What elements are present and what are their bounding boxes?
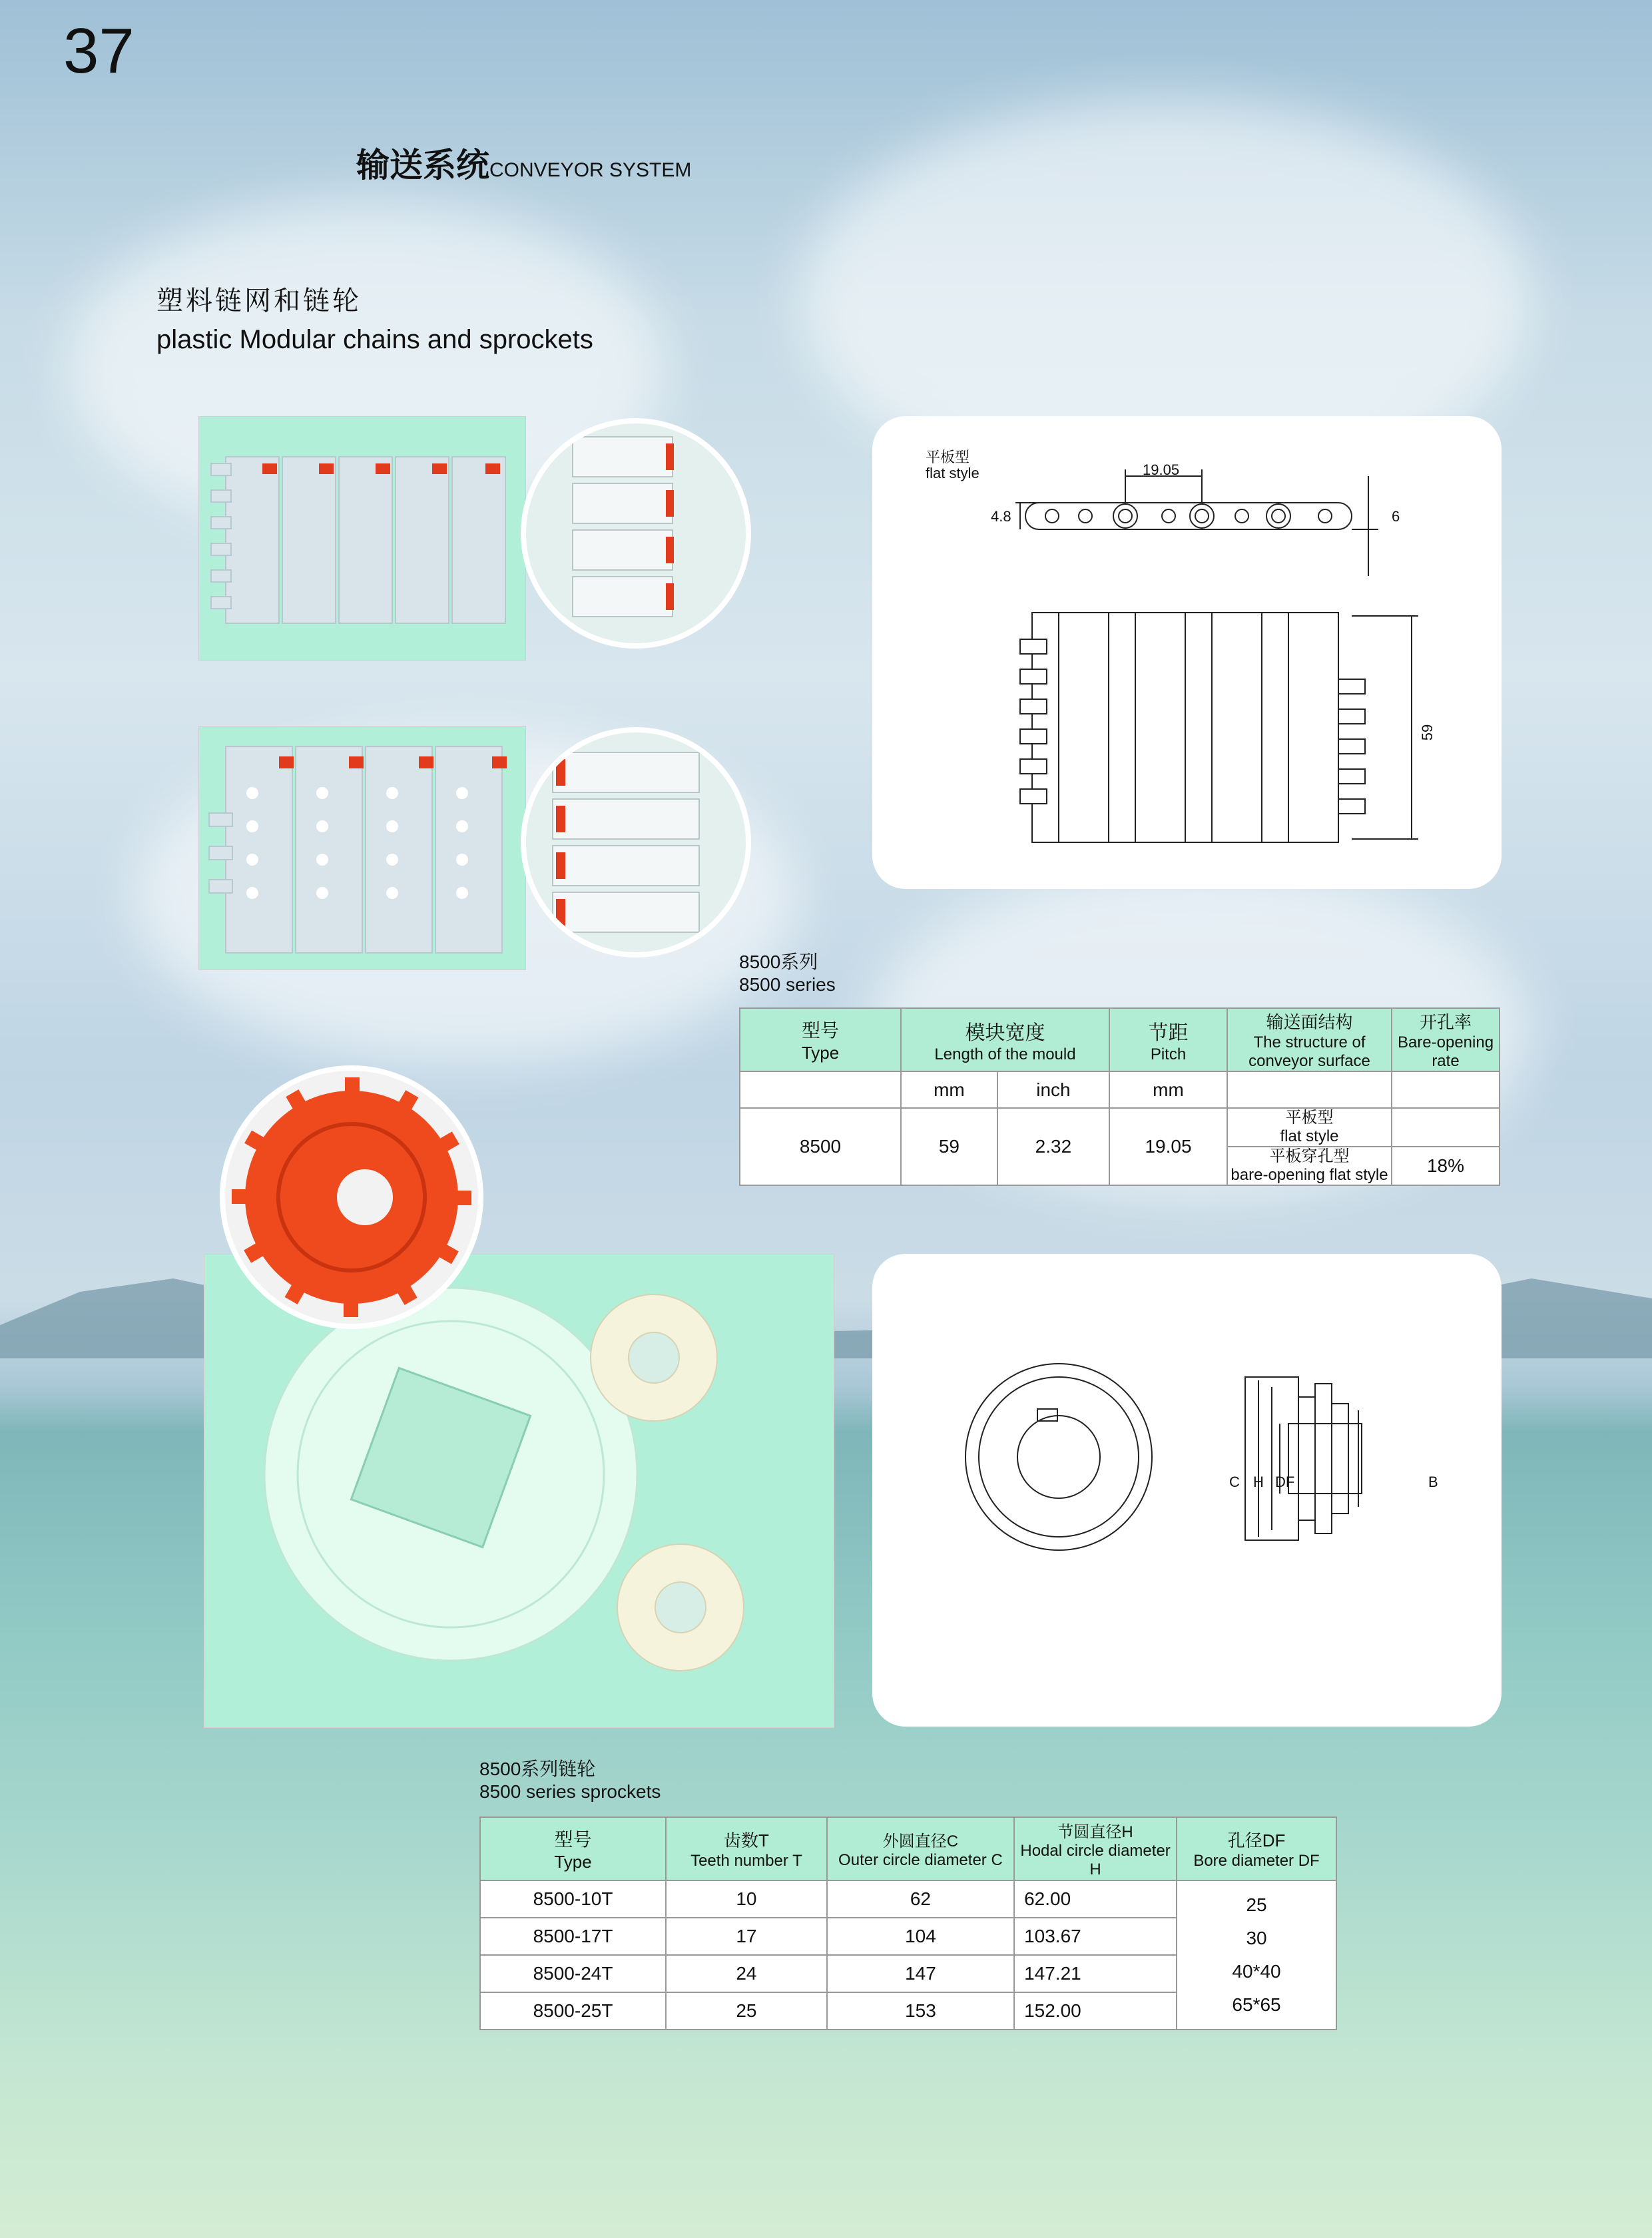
page-number: 37 [63, 15, 135, 87]
chain-photo-perforated [198, 726, 526, 970]
cell-hodal: 152.00 [1014, 1992, 1177, 2030]
col-type: 型号 Type [740, 1008, 901, 1071]
title-cn: 输送系统 [356, 146, 489, 184]
cell-surface-perforated: 平板穿孔型 bare-opening flat style [1227, 1147, 1392, 1185]
chain-closeup-flat [521, 418, 751, 649]
cell-surface-flat: 平板型 flat style [1227, 1108, 1392, 1147]
dim-pitch: 19.05 [1143, 461, 1180, 478]
label-h: H [1253, 1474, 1264, 1490]
unit-inch: inch [997, 1071, 1109, 1108]
col-type: 型号 Type [480, 1817, 666, 1880]
cell-type: 8500-10T [480, 1880, 666, 1918]
bore-value: 65*65 [1232, 1994, 1281, 2015]
sprocket-photo [204, 1254, 834, 1728]
sprocket-series-table [479, 1817, 1337, 2030]
cell-rate-flat [1392, 1108, 1500, 1147]
cell-type: 8500-24T [480, 1955, 666, 1992]
cell-bore-list [1177, 1880, 1336, 2030]
col-bore: 孔径DF Bore diameter DF [1177, 1817, 1336, 1880]
chain-schematic [872, 416, 1502, 889]
cell-teeth: 10 [666, 1880, 827, 1918]
cell-hodal: 62.00 [1014, 1880, 1177, 1918]
table-row [480, 1880, 1336, 1918]
dim-width: 59 [1419, 724, 1436, 741]
label-b: B [1428, 1474, 1438, 1490]
unit-mm: mm [901, 1071, 997, 1108]
col-teeth: 齿数T Teeth number T [666, 1817, 827, 1880]
bore-value: 40*40 [1232, 1961, 1281, 1982]
sprocket-series-heading [479, 1758, 661, 1803]
sprocket-drawing-panel [872, 1254, 1502, 1727]
col-length: 模块宽度 Length of the mould [901, 1008, 1109, 1071]
style-en: flat style [926, 465, 979, 481]
chain-photo-flat [198, 416, 526, 661]
cell-hodal: 103.67 [1014, 1918, 1177, 1955]
cell-length-inch: 2.32 [997, 1108, 1109, 1185]
page-title [356, 139, 691, 186]
cell-hodal: 147.21 [1014, 1955, 1177, 1992]
bore-value: 25 [1246, 1894, 1267, 1915]
chain-closeup-perforated [521, 727, 751, 958]
sprocket-series-title-en: 8500 series sprockets [479, 1781, 661, 1802]
cell-type: 8500-25T [480, 1992, 666, 2030]
cell-outer: 153 [827, 1992, 1014, 2030]
cell-outer: 62 [827, 1880, 1014, 1918]
col-structure: 输送面结构 The structure of conveyor surface [1227, 1008, 1392, 1071]
bore-value: 30 [1246, 1928, 1267, 1948]
table-row [740, 1108, 1500, 1147]
title-en: CONVEYOR SYSTEM [489, 159, 692, 181]
dim-left: 4.8 [991, 508, 1011, 525]
chain-series-title-cn: 8500系列 [739, 952, 818, 972]
cell-type: 8500-17T [480, 1918, 666, 1955]
cell-rate-perforated: 18% [1392, 1147, 1500, 1185]
section-title-en: plastic Modular chains and sprockets [156, 325, 593, 354]
cell-outer: 147 [827, 1955, 1014, 1992]
sprocket-series-title-cn: 8500系列链轮 [479, 1759, 596, 1779]
col-hodal: 节圆直径H Hodal circle diameter H [1014, 1817, 1177, 1880]
label-c: C [1229, 1474, 1240, 1490]
cell-teeth: 25 [666, 1992, 827, 2030]
label-df: DF [1275, 1474, 1295, 1490]
chain-series-table [739, 1007, 1500, 1186]
chain-series-heading [739, 951, 836, 996]
cell-length-mm: 59 [901, 1108, 997, 1185]
cell-teeth: 24 [666, 1955, 827, 1992]
chain-series-title-en: 8500 series [739, 974, 836, 995]
col-rate: 开孔率 Bare-opening rate [1392, 1008, 1500, 1071]
units-row [740, 1071, 1500, 1108]
dim-right: 6 [1392, 508, 1400, 525]
col-pitch: 节距 Pitch [1109, 1008, 1227, 1071]
sprocket-schematic [872, 1254, 1502, 1727]
sprocket-closeup [220, 1065, 483, 1329]
cell-teeth: 17 [666, 1918, 827, 1955]
cell-outer: 104 [827, 1918, 1014, 1955]
unit-pitch-mm: mm [1109, 1071, 1227, 1108]
chain-drawing-panel [872, 416, 1502, 889]
col-outer: 外圆直径C Outer circle diameter C [827, 1817, 1014, 1880]
style-cn: 平板型 [926, 449, 970, 465]
cell-pitch: 19.05 [1109, 1108, 1227, 1185]
cell-type: 8500 [740, 1108, 901, 1185]
section-title-cn: 塑料链网和链轮 [156, 286, 362, 316]
